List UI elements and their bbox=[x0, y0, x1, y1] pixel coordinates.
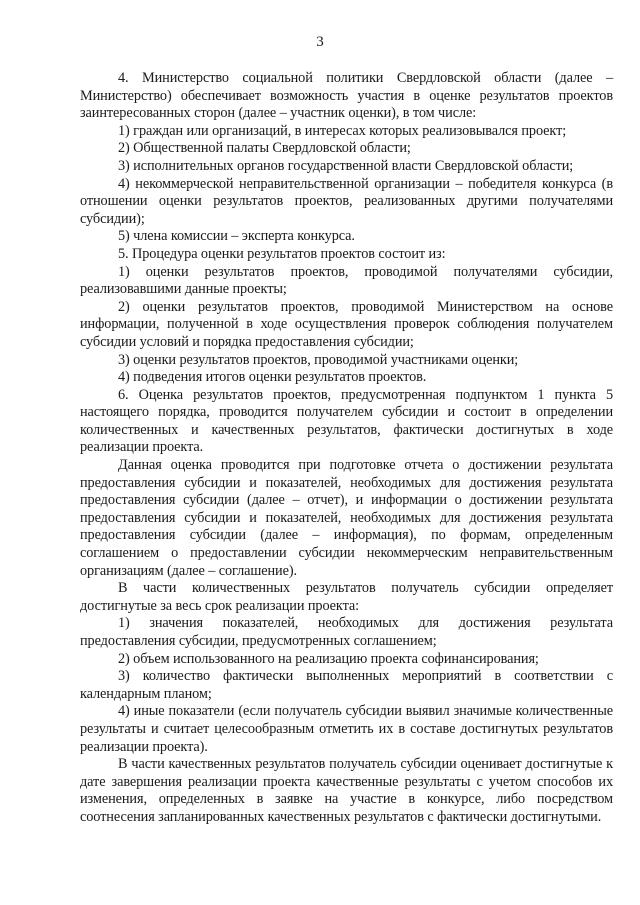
paragraph: Данная оценка проводится при подготовке отчета о достижении результата предоставления субсидии и показателей, необходимых для достижения результата предоставления субсидии (далее – отчет), и информации о достижении результата предоставления субсидии и показателей, необходимых для достижения результата предоставления субсидии (далее – информация), по формам, определенным соглашением о предоставлении субсидии некоммерческим неправительственным организациям (далее – соглашение). bbox=[80, 457, 613, 579]
list-item: 3) оценки результатов проектов, проводимой участниками оценки; bbox=[118, 351, 519, 368]
paragraph-5: 5. Процедура оценки результатов проектов состоит из: bbox=[118, 245, 446, 262]
list-item: 4) подведения итогов оценки результатов проектов. bbox=[118, 369, 427, 386]
list-item: 4) иные показатели (если получатель субсидии выявил значимые количественные результаты и считает целесообразным отметить их в составе достигнутых результатов реализации проекта). bbox=[80, 703, 613, 755]
list-item: 1) оценки результатов проектов, проводимой получателями субсидии, реализовавшими данные проекты; bbox=[80, 263, 613, 298]
list-item: 2) Общественной палаты Свердловской области; bbox=[118, 140, 411, 157]
list-item: 5) члена комиссии – эксперта конкурса. bbox=[118, 228, 355, 245]
paragraph-4: 4. Министерство социальной политики Свердловской области (далее – Министерство) обеспечивает возможность участия в оценке результатов проектов заинтересованных сторон (далее – участник оценки), в том числе: bbox=[80, 70, 613, 122]
paragraph-6: 6. Оценка результатов проектов, предусмотренная подпунктом 1 пункта 5 настоящего порядка, проводится получателем субсидии и состоит в определении количественных и качественных результатов, фактически достигнутых в ходе реализации проекта. bbox=[80, 386, 613, 456]
list-item: 3) количество фактически выполненных мероприятий в соответствии с календарным планом; bbox=[80, 668, 613, 702]
list-item: 4) некоммерческой неправительственной организации – победителя конкурса (в отношении оценки результатов проектов, реализованных другими получателями субсидии); bbox=[80, 175, 613, 227]
list-item: 1) значения показателей, необходимых для достижения результата предоставления субсидии, предусмотренных соглашением; bbox=[80, 615, 613, 649]
paragraph: В части количественных результатов получатель субсидии определяет достигнутые за весь срок реализации проекта: bbox=[80, 580, 613, 614]
paragraph: В части качественных результатов получатель субсидии оценивает достигнутые к дате завершения реализации проекта качественные результаты с учетом способов их изменения, определенных в заявке на участие в конкурсе, либо посредством соотнесения запланированных качественных результатов с фактически достигнутыми. bbox=[80, 756, 613, 825]
page-number: 3 bbox=[316, 34, 324, 50]
list-item: 2) объем использованного на реализацию проекта софинансирования; bbox=[118, 650, 539, 667]
document-body bbox=[80, 70, 613, 827]
list-item: 3) исполнительных органов государственной власти Свердловской области; bbox=[118, 157, 574, 174]
list-item: 1) граждан или организаций, в интересах которых реализовывался проект; bbox=[118, 122, 567, 139]
list-item: 2) оценки результатов проектов, проводимой Министерством на основе информации, полученной в ходе осуществления проверок соблюдения получателем субсидии условий и порядка предоставления субсидии; bbox=[80, 298, 613, 350]
